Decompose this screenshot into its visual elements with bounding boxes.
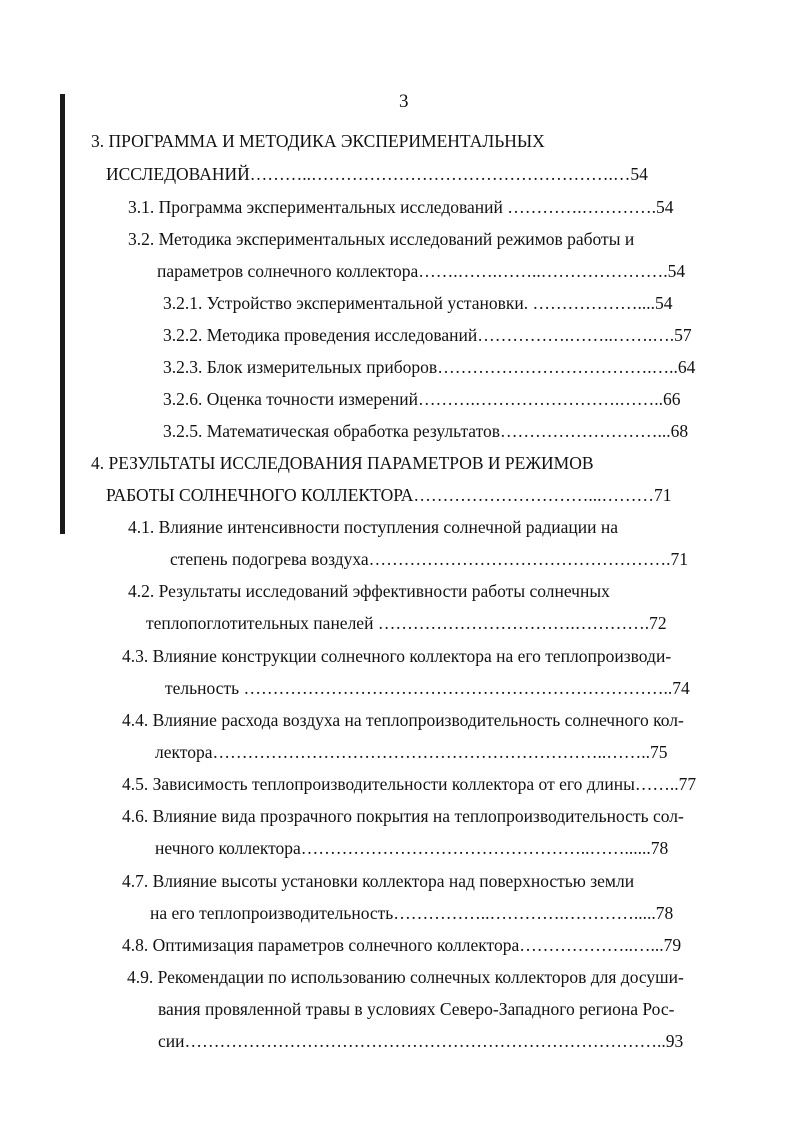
toc-entry-3-1: 3.1. Программа экспериментальных исследований ………….………….54 bbox=[128, 197, 674, 217]
toc-entry-4-7-cont: на его теплопроизводительность……………..………….………….....78 bbox=[150, 903, 674, 923]
toc-entry-4-9-cont-2: сии………………………………………………………………………..93 bbox=[158, 1031, 684, 1051]
toc-entry-4-4: 4.4. Влияние расхода воздуха на теплопроизводительность солнечного кол- bbox=[122, 710, 684, 730]
page-number: 3 bbox=[399, 91, 409, 112]
toc-entry-3-2-6: 3.2.6. Оценка точности измерений……….…………………….……..66 bbox=[163, 389, 681, 409]
toc-entry-4-6: 4.6. Влияние вида прозрачного покрытия на теплопроизводительность сол- bbox=[122, 806, 684, 826]
toc-entry-4-5: 4.5. Зависимость теплопроизводительности коллектора от его длины……..77 bbox=[122, 774, 697, 794]
toc-entry-4-1-cont: степень подогрева воздуха…………………………………………….71 bbox=[170, 549, 688, 569]
toc-section-3-title-cont: ИССЛЕДОВАНИЙ………..…………………………………………….…54 bbox=[106, 164, 648, 184]
toc-entry-4-2: 4.2. Результаты исследований эффективности работы солнечных bbox=[128, 581, 610, 601]
toc-section-4-title-cont: РАБОТЫ СОЛНЕЧНОГО КОЛЛЕКТОРА…………………………...………71 bbox=[106, 485, 672, 505]
toc-entry-4-9: 4.9. Рекомендации по использованию солнечных коллекторов для досуши- bbox=[127, 967, 684, 987]
toc-entry-3-2-3: 3.2.3. Блок измерительных приборов……………………………….…..64 bbox=[163, 357, 696, 377]
toc-entry-4-3: 4.3. Влияние конструкции солнечного коллектора на его теплопроизводи- bbox=[122, 646, 672, 666]
toc-entry-3-2-5: 3.2.5. Математическая обработка результатов………………………...68 bbox=[163, 421, 689, 441]
toc-section-3-title: 3. ПРОГРАММА И МЕТОДИКА ЭКСПЕРИМЕНТАЛЬНЫХ bbox=[91, 131, 545, 151]
toc-entry-3-2-2: 3.2.2. Методика проведения исследований…………….……..…….….57 bbox=[163, 325, 692, 345]
toc-entry-4-2-cont: теплопоглотительных панелей …………………………….………….72 bbox=[146, 613, 667, 633]
scan-edge-bar bbox=[60, 94, 65, 534]
toc-entry-4-4-cont: лектора…………………………………………………………..……..75 bbox=[155, 742, 668, 762]
toc-entry-4-6-cont: нечного коллектора…………………………………………..……......78 bbox=[155, 838, 669, 858]
toc-entry-3-2-1: 3.2.1. Устройство экспериментальной установки. ………………....54 bbox=[163, 293, 673, 313]
toc-entry-3-2: 3.2. Методика экспериментальных исследований режимов работы и bbox=[128, 229, 635, 249]
toc-entry-3-2-cont: параметров солнечного коллектора…….…….……..………………….54 bbox=[157, 261, 686, 281]
toc-entry-4-3-cont: тельность ………………………………………………………………..74 bbox=[165, 678, 690, 698]
toc-entry-4-9-cont: вания провяленной травы в условиях Северо-Западного региона Рос- bbox=[158, 999, 675, 1019]
toc-entry-4-1: 4.1. Влияние интенсивности поступления солнечной радиации на bbox=[128, 517, 618, 537]
toc-entry-4-7: 4.7. Влияние высоты установки коллектора над поверхностью земли bbox=[122, 871, 635, 891]
toc-entry-4-8: 4.8. Оптимизация параметров солнечного коллектора………………..…...79 bbox=[122, 935, 682, 955]
toc-section-4-title: 4. РЕЗУЛЬТАТЫ ИССЛЕДОВАНИЯ ПАРАМЕТРОВ И РЕЖИМОВ bbox=[91, 453, 594, 473]
